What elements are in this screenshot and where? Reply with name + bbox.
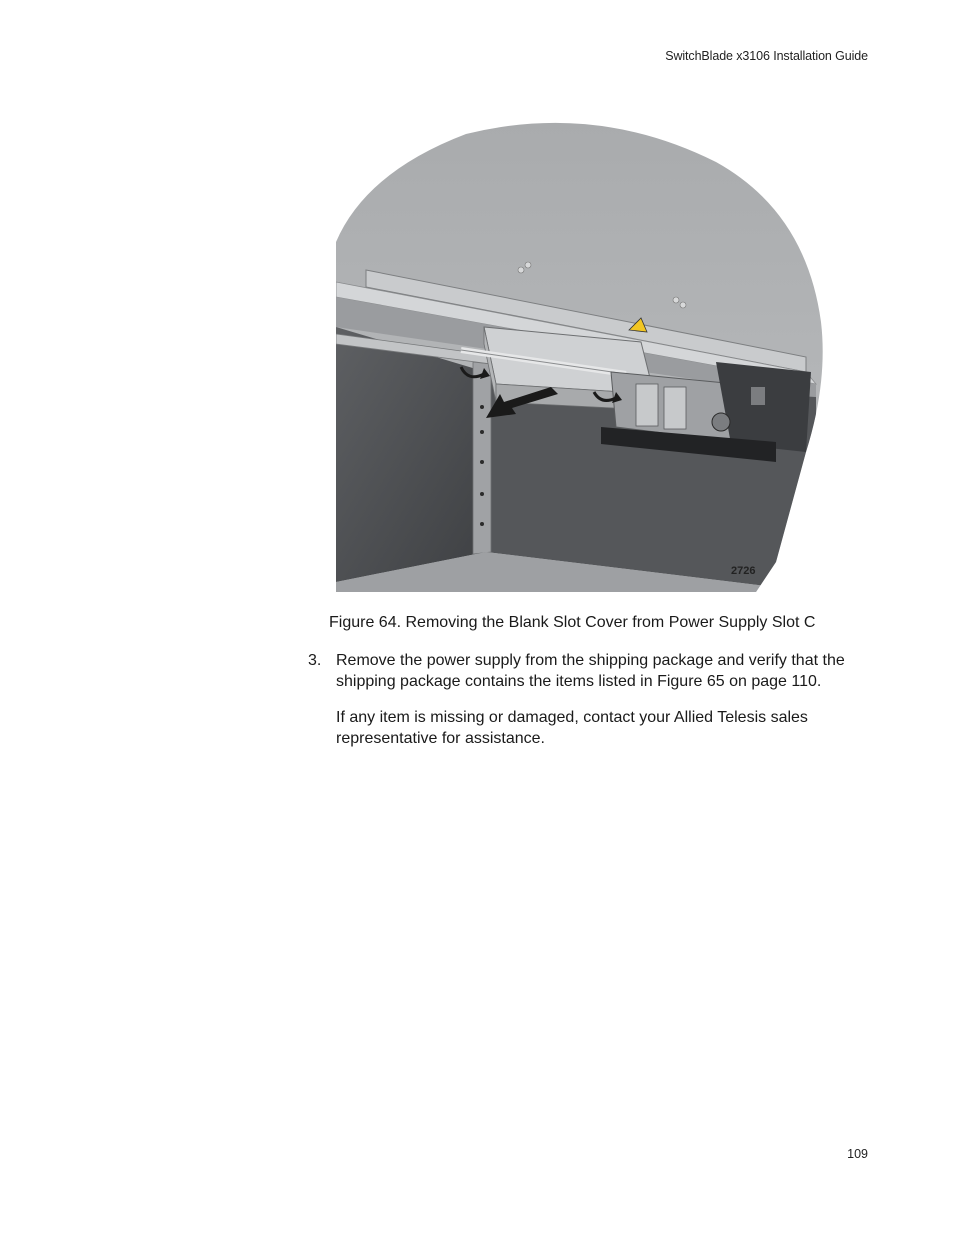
running-header: SwitchBlade x3106 Installation Guide xyxy=(665,49,868,63)
step-note: If any item is missing or damaged, contact your Allied Telesis sales representative for assistance. xyxy=(336,709,808,747)
step-paragraph: Remove the power supply from the shipping package and verify that the shipping package contains the items listed in Figure 65 on page 110. xyxy=(336,652,845,690)
figure-caption: Figure 64. Removing the Blank Slot Cover from Power Supply Slot C xyxy=(329,614,816,631)
drawing-number: 2726 xyxy=(731,565,756,577)
blank-slot-cover-illustration xyxy=(336,122,836,600)
page-number: 109 xyxy=(847,1147,868,1161)
step-body xyxy=(336,651,866,749)
step-number: 3. xyxy=(308,652,322,669)
figure-illustration xyxy=(336,122,836,600)
